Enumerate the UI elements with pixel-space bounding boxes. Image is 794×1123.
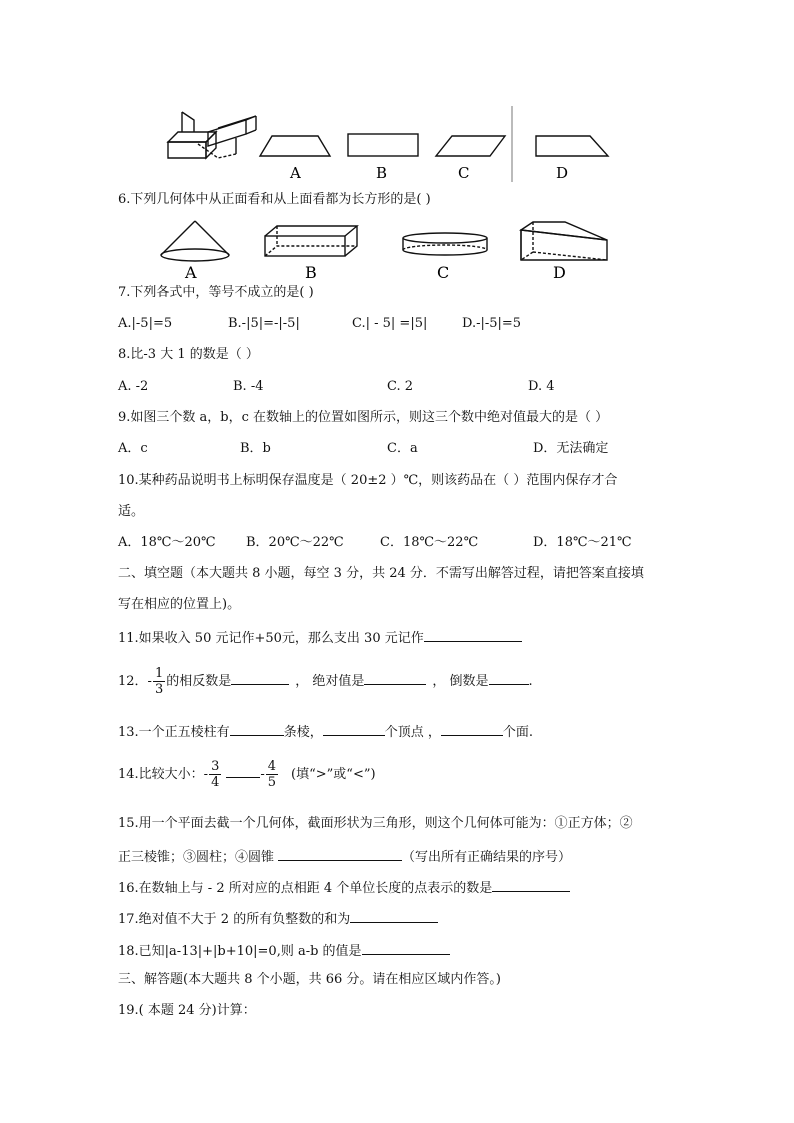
q13-faces-blank[interactable] bbox=[441, 721, 503, 736]
q10-option-a: A．18℃～20℃ bbox=[118, 535, 216, 550]
q7-option-d: D.-|-5|=5 bbox=[462, 316, 522, 331]
q14-fraction-2 bbox=[266, 759, 278, 790]
q12-label-opposite: 的相反数是 bbox=[166, 674, 232, 689]
q12-reciprocal-blank[interactable] bbox=[489, 670, 529, 685]
q6-label-a: A bbox=[185, 263, 197, 280]
section2-heading-line1: 二、填空题（本大题共 8 小题，每空 3 分，共 24 分．不需写出解答过程，请把答案直接填 bbox=[118, 566, 644, 581]
q12-prefix: 12．- bbox=[118, 674, 152, 689]
q16-answer-blank[interactable] bbox=[492, 877, 570, 892]
cone-icon bbox=[161, 221, 229, 261]
q14-numerator-2: 4 bbox=[267, 759, 277, 774]
q10-option-b: B．20℃～22℃ bbox=[246, 535, 344, 550]
q14-hint: (填“>”或“<”) bbox=[291, 767, 376, 782]
cross-solid-icon bbox=[168, 112, 256, 158]
q14-numerator-1: 3 bbox=[211, 759, 220, 774]
q15-text-line2b: （写出所有正确结果的序号） bbox=[402, 850, 572, 865]
q13-text-1: 13.一个正五棱柱有 bbox=[118, 725, 230, 740]
q8-option-a: A. -2 bbox=[118, 379, 149, 394]
q14-minus: - bbox=[260, 767, 265, 782]
q8-option-b: B. -4 bbox=[233, 379, 264, 394]
q14-fraction-1 bbox=[209, 759, 221, 790]
q6-label-c: C bbox=[437, 263, 450, 280]
q12-end: . bbox=[528, 674, 533, 689]
q11-text: 11.如果收入 50 元记作+50元，那么支出 30 元记作 bbox=[118, 631, 424, 646]
q12-opposite-blank[interactable] bbox=[231, 670, 289, 685]
q14-denominator-1: 4 bbox=[211, 775, 220, 790]
q18-answer-blank[interactable] bbox=[362, 940, 450, 955]
q14-denominator-2: 5 bbox=[267, 775, 277, 790]
q10-text-line2: 适。 bbox=[118, 504, 145, 519]
prism-icon bbox=[521, 222, 607, 260]
q7-option-a: A.|-5|=5 bbox=[118, 316, 173, 331]
q18-line bbox=[118, 940, 450, 961]
fig5-label-d: D bbox=[556, 164, 569, 182]
q8-option-c: C. 2 bbox=[387, 379, 414, 394]
q8-option-d: D. 4 bbox=[528, 379, 555, 394]
q14-line bbox=[118, 755, 376, 795]
q13-text-3: 个顶点 ， bbox=[384, 725, 441, 740]
fig5-label-a: A bbox=[290, 164, 301, 182]
q17-answer-blank[interactable] bbox=[350, 908, 438, 923]
shape-d-trapezoid bbox=[536, 136, 608, 156]
q15-text-line1: 15.用一个平面去截一个几何体，截面形状为三角形，则这个几何体可能为：①正方体；② bbox=[118, 816, 633, 831]
q8-text: 8.比-3 大 1 的数是（ ） bbox=[118, 347, 259, 362]
q12-abs-blank[interactable] bbox=[364, 670, 426, 685]
q13-edges-blank[interactable] bbox=[230, 721, 284, 736]
section2-heading-line2: 写在相应的位置上)。 bbox=[118, 597, 241, 612]
q14-prefix: 14.比较大小：- bbox=[118, 767, 209, 782]
q19-text: 19.( 本题 24 分)计算： bbox=[118, 1003, 256, 1018]
q12-fraction bbox=[153, 666, 165, 697]
q18-text: 18.已知|a-13|+|b+10|=0,则 a-b 的值是 bbox=[118, 944, 362, 959]
q12-numerator: 1 bbox=[154, 666, 164, 681]
q9-option-b: B．b bbox=[240, 441, 271, 456]
q7-option-b: B.-|5|=-|-5| bbox=[228, 316, 300, 331]
q17-line bbox=[118, 908, 438, 929]
section3-heading: 三、解答题(本大题共 8 个小题，共 66 分。请在相应区域内作答。) bbox=[118, 972, 501, 987]
q12-label-abs: ， 绝对值是 bbox=[295, 674, 365, 689]
q10-option-d: D．18℃～21℃ bbox=[533, 535, 632, 550]
shape-a-trapezoid bbox=[260, 136, 330, 156]
shape-b-rectangle bbox=[348, 134, 418, 156]
q10-text-line1: 10.某种药品说明书上标明保存温度是（ 20±2 ）℃，则该药品在（ ）范围内保存才合 bbox=[118, 473, 618, 488]
q15-line2 bbox=[118, 846, 571, 867]
q7-text: 7.下列各式中，等号不成立的是( ) bbox=[118, 285, 314, 300]
q13-text-2: 条棱， bbox=[283, 725, 323, 740]
cylinder-icon bbox=[403, 233, 487, 255]
q17-text: 17.绝对值不大于 2 的所有负整数的和为 bbox=[118, 912, 351, 927]
q9-option-c: C．a bbox=[387, 441, 418, 456]
q12-label-reciprocal: ， 倒数是 bbox=[432, 674, 489, 689]
cuboid-icon bbox=[265, 226, 357, 256]
q13-vertices-blank[interactable] bbox=[323, 721, 385, 736]
q6-figure bbox=[155, 218, 625, 280]
q11-answer-blank[interactable] bbox=[424, 627, 522, 642]
q12-line bbox=[118, 662, 533, 702]
fig5-label-b: B bbox=[376, 164, 388, 182]
q15-text-line2a: 正三棱锥；③圆柱；④圆锥 bbox=[118, 850, 275, 865]
q15-answer-blank[interactable] bbox=[278, 846, 402, 861]
q11-line bbox=[118, 627, 522, 648]
q6-label-d: D bbox=[553, 263, 566, 280]
q9-option-d: D．无法确定 bbox=[533, 441, 609, 456]
q6-text: 6.下列几何体中从正面看和从上面看都为长方形的是( ) bbox=[118, 192, 431, 207]
shape-c-parallelogram bbox=[436, 136, 505, 156]
q9-option-a: A．c bbox=[118, 441, 148, 456]
q5-figure bbox=[160, 104, 620, 184]
q14-compare-blank[interactable] bbox=[226, 763, 260, 778]
q10-option-c: C．18℃～22℃ bbox=[380, 535, 479, 550]
q12-denominator: 3 bbox=[154, 682, 164, 697]
q16-text: 16.在数轴上与 - 2 所对应的点相距 4 个单位长度的点表示的数是 bbox=[118, 881, 493, 896]
q7-option-c: C.| - 5| =|5| bbox=[352, 316, 428, 331]
q13-line bbox=[118, 721, 533, 742]
fig5-label-c: C bbox=[458, 164, 470, 182]
q9-text: 9.如图三个数 a，b，c 在数轴上的位置如图所示，则这三个数中绝对值最大的是（ ） bbox=[118, 410, 609, 425]
q13-text-4: 个面. bbox=[502, 725, 533, 740]
q16-line bbox=[118, 877, 570, 898]
q6-label-b: B bbox=[305, 263, 317, 280]
